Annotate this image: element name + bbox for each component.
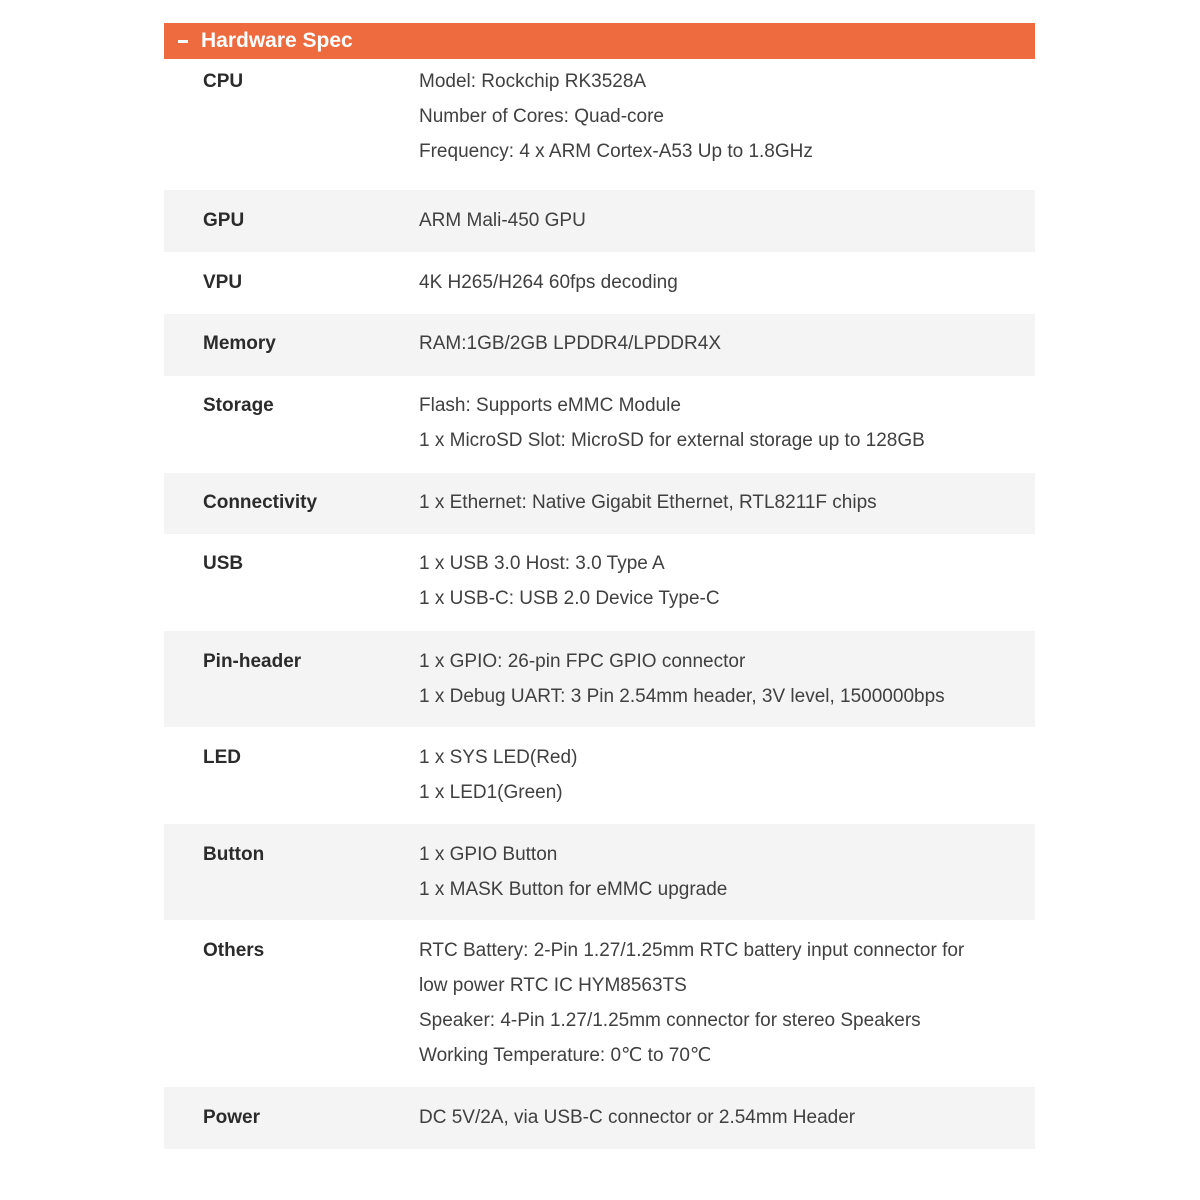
- spec-values: [419, 1100, 1035, 1149]
- minus-icon[interactable]: [177, 40, 189, 43]
- spec-values: [419, 740, 1035, 824]
- spec-value-line: RAM:1GB/2GB LPDDR4/LPDDR4X: [419, 333, 721, 354]
- spec-values: [419, 933, 1035, 1087]
- spec-row-power: [164, 1087, 1035, 1149]
- spec-value-line: 1 x LED1(Green): [419, 782, 563, 803]
- spec-value-line: 1 x USB-C: USB 2.0 Device Type-C: [419, 588, 720, 609]
- spec-label: USB: [203, 553, 244, 574]
- spec-values: [419, 485, 1035, 534]
- spec-row-led: [164, 727, 1035, 824]
- spec-values: [419, 546, 1035, 631]
- spec-label: LED: [203, 747, 241, 768]
- spec-row-memory: [164, 314, 1035, 376]
- spec-value-line: Model: Rockchip RK3528A: [419, 71, 647, 92]
- spec-label: Button: [203, 844, 265, 865]
- spec-value-line: 1 x GPIO Button: [419, 844, 558, 865]
- spec-value-line: 1 x Debug UART: 3 Pin 2.54mm header, 3V level, 1500000bps: [419, 686, 945, 707]
- spec-value-line: Working Temperature: 0℃ to 70℃: [419, 1045, 712, 1066]
- hardware-spec-header[interactable]: [164, 23, 1035, 59]
- spec-values: [419, 388, 1035, 473]
- spec-value-line: Frequency: 4 x ARM Cortex-A53 Up to 1.8GHz: [419, 141, 813, 162]
- spec-value-line: RTC Battery: 2-Pin 1.27/1.25mm RTC battery input connector for: [419, 940, 965, 961]
- spec-label: Pin-header: [203, 651, 302, 672]
- spec-value-line: 1 x MASK Button for eMMC upgrade: [419, 879, 728, 900]
- spec-row-vpu: [164, 252, 1035, 314]
- spec-value-line: 1 x MicroSD Slot: MicroSD for external storage up to 128GB: [419, 430, 925, 451]
- spec-value-line: DC 5V/2A, via USB-C connector or 2.54mm Header: [419, 1107, 856, 1128]
- spec-value-line: 1 x GPIO: 26-pin FPC GPIO connector: [419, 651, 746, 672]
- spec-row-cpu: [164, 59, 1035, 190]
- spec-row-button: [164, 824, 1035, 920]
- spec-label: CPU: [203, 71, 244, 92]
- spec-values: [419, 203, 1035, 252]
- hardware-spec-panel: [164, 23, 1035, 1149]
- spec-value-line: low power RTC IC HYM8563TS: [419, 975, 687, 996]
- spec-values: [419, 326, 1035, 376]
- spec-value-line: Flash: Supports eMMC Module: [419, 395, 681, 416]
- spec-label: Memory: [203, 333, 276, 354]
- spec-value-line: 1 x Ethernet: Native Gigabit Ethernet, RTL8211F chips: [419, 492, 877, 513]
- spec-value-line: Speaker: 4-Pin 1.27/1.25mm connector for stereo Speakers: [419, 1010, 921, 1031]
- spec-value-line: ARM Mali-450 GPU: [419, 210, 586, 231]
- spec-row-storage: [164, 376, 1035, 473]
- spec-values: [419, 644, 1035, 727]
- spec-row-others: [164, 920, 1035, 1087]
- spec-values: [419, 265, 1035, 314]
- spec-value-line: Number of Cores: Quad-core: [419, 106, 664, 127]
- spec-row-connectivity: [164, 473, 1035, 534]
- spec-value-line: 1 x SYS LED(Red): [419, 747, 578, 768]
- spec-label: Storage: [203, 395, 274, 416]
- spec-values: [419, 64, 1035, 190]
- spec-value-line: 4K H265/H264 60fps decoding: [419, 272, 678, 293]
- spec-value-line: 1 x USB 3.0 Host: 3.0 Type A: [419, 553, 665, 574]
- spec-label: Others: [203, 940, 265, 961]
- spec-row-pin-header: [164, 631, 1035, 727]
- spec-label: Power: [203, 1107, 261, 1128]
- spec-row-gpu: [164, 190, 1035, 252]
- spec-table: [164, 59, 1035, 1149]
- spec-row-usb: [164, 534, 1035, 631]
- spec-label: GPU: [203, 210, 245, 231]
- spec-values: [419, 837, 1035, 920]
- spec-label: VPU: [203, 272, 243, 293]
- spec-label: Connectivity: [203, 492, 318, 513]
- section-title: Hardware Spec: [201, 29, 353, 52]
